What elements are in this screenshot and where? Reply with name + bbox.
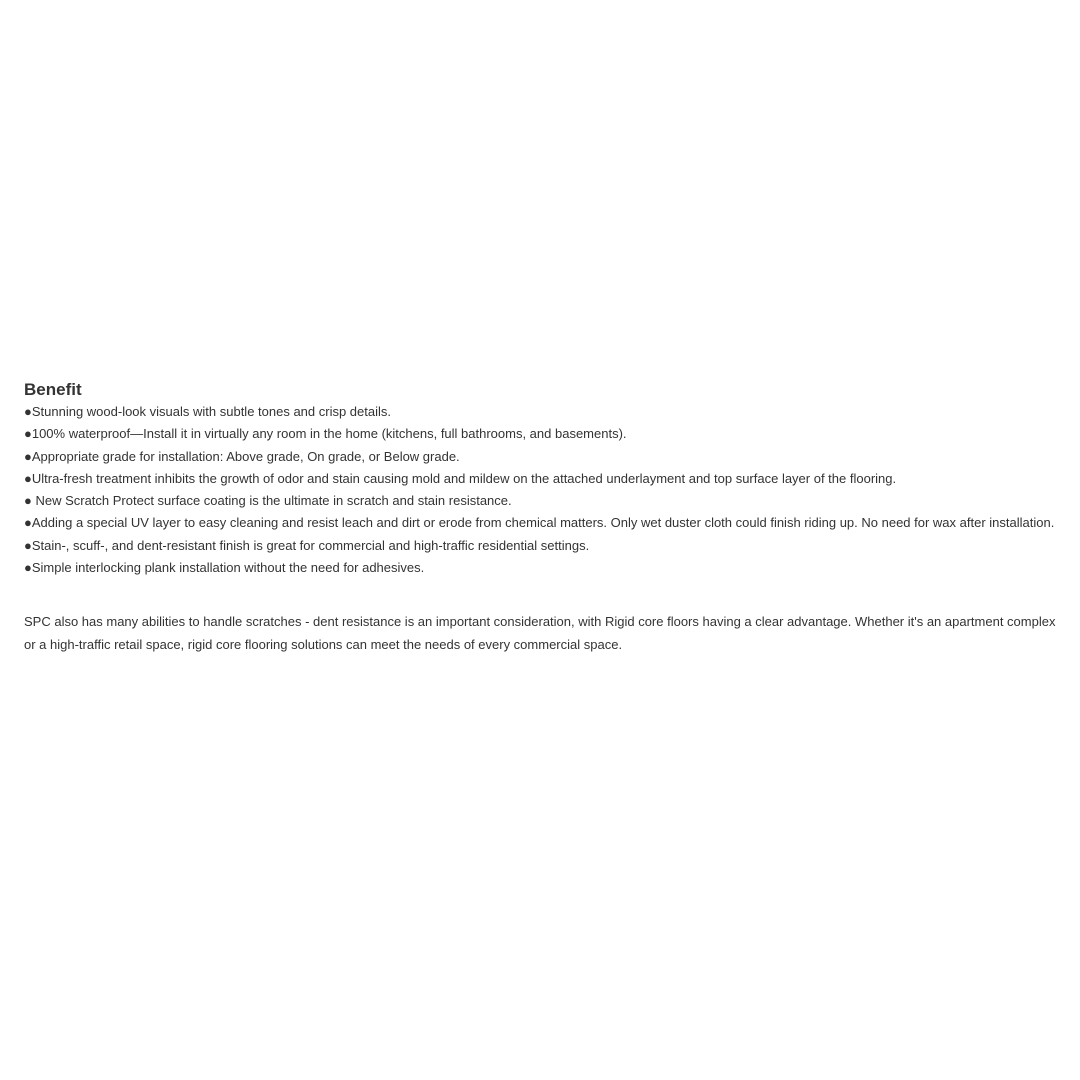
section-heading: Benefit: [24, 380, 82, 399]
benefit-list: [24, 401, 1064, 579]
benefit-item: ● New Scratch Protect surface coating is the ultimate in scratch and stain resistance.: [24, 493, 512, 509]
benefit-item: ●Stunning wood-look visuals with subtle tones and crisp details.: [24, 404, 391, 419]
summary-paragraph: SPC also has many abilities to handle scratches - dent resistance is an important consideration, with Rigid core floors having a clear advantage. Whether it's an apartment complex or a high-traffic retail space, rigid core flooring solutions can meet the needs of every commercial space.: [24, 614, 1056, 652]
benefit-item: ●Simple interlocking plank installation without the need for adhesives.: [24, 560, 425, 576]
benefit-section: [24, 379, 1064, 656]
benefit-item: ●Stain-, scuff-, and dent-resistant finish is great for commercial and high-traffic residential settings.: [24, 537, 590, 553]
benefit-item: ●Appropriate grade for installation: Above grade, On grade, or Below grade.: [24, 448, 460, 464]
benefit-item: ●Ultra-fresh treatment inhibits the growth of odor and stain causing mold and mildew on the attached underlayment and top surface layer of the flooring.: [24, 470, 897, 486]
benefit-item: ●Adding a special UV layer to easy cleaning and resist leach and dirt or erode from chemical matters. Only wet duster cloth could finish riding up. No need for wax after installation.: [24, 515, 1055, 531]
benefit-item: ●100% waterproof—Install it in virtually any room in the home (kitchens, full bathrooms, and basements).: [24, 426, 627, 442]
